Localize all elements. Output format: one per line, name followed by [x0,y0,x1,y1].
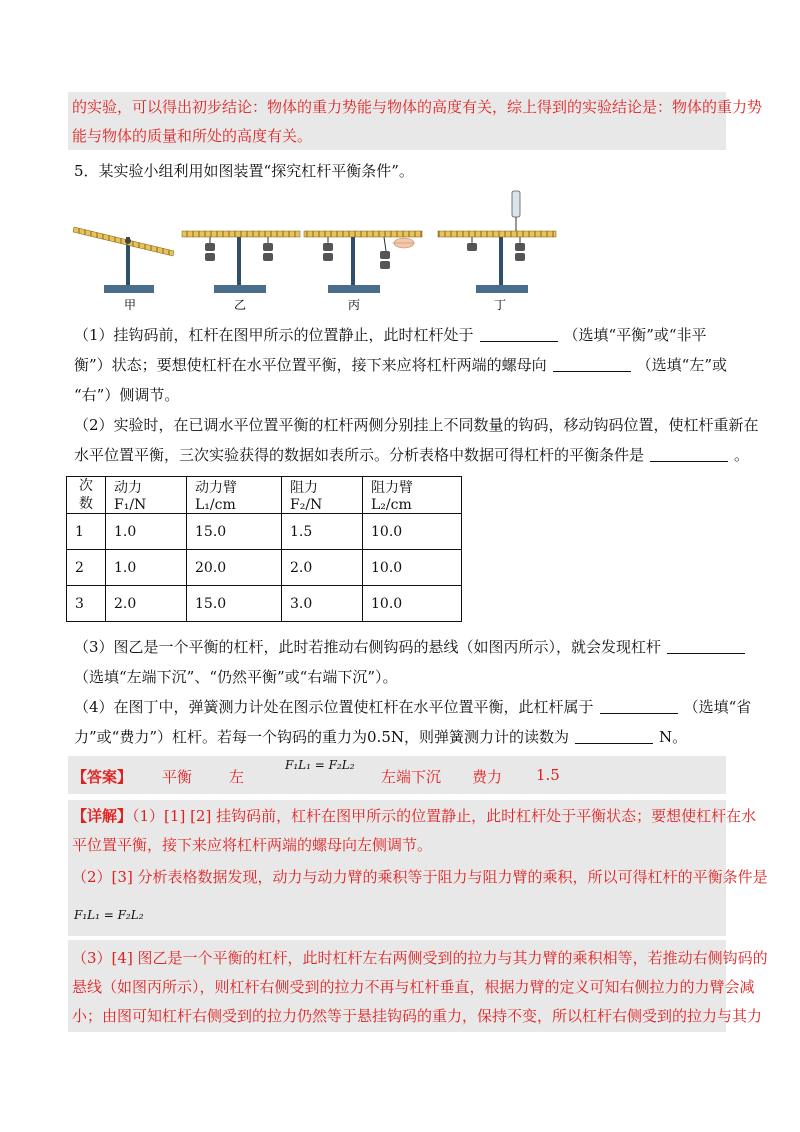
answer-value-5: 费力 [472,768,503,786]
header-count [67,477,106,514]
answer-value-2: 左 [229,768,245,786]
part-1-text-a: （1）挂钩码前，杠杆在图甲所示的位置静止，此时杠杆处于 [74,326,474,344]
experiment-data-table [66,476,462,622]
detail-line-1 [72,801,756,831]
header-count-2: 数 [79,496,93,512]
header-f2: 阻力 F₂/N [282,477,363,514]
top-block-line-2: 能与物体的质量和所处的高度有关。 [72,127,313,145]
figure-ding [438,191,556,293]
figure-label-bing: 丙 [348,298,361,312]
table-cell: 10.0 [363,514,462,550]
answer-label: 【答案】 [72,768,133,786]
question-part-2-line-1: （2）实验时，在已调水平位置平衡的杠杆两侧分别挂上不同数量的钩码，移动钩码位置，使杠杆重新在 [74,416,759,434]
answer-blank-1 [480,326,558,342]
detail-line-2: 平位置平衡，接下来应将杠杆两端的螺母向左侧调节。 [72,836,433,854]
answer-blank-5 [600,698,678,714]
table-cell: 3 [67,586,106,622]
lever-experiment-figure [70,185,570,315]
figure-label-ding: 丁 [494,298,507,312]
detail-formula: F₁L₁ = F₂L₂ [74,908,144,922]
answer-blank-2 [553,356,631,372]
table-cell: 3.0 [282,586,363,622]
question-part-1-line-2 [74,350,727,380]
table-row [67,514,462,550]
figure-label-yi: 乙 [234,298,247,312]
detail-line-7: 小；由图可知杠杆右侧受到的拉力仍然等于悬挂钩码的重力，保持不变，所以杠杆右侧受到的拉力与其力 [72,1007,763,1025]
detail-line-3: （2）[3] 分析表格数据发现，动力与动力臂的乘积等于阻力与阻力臂的乘积，所以可得杠杆的平衡条件是 [72,868,768,886]
answer-blank-6 [575,728,653,744]
answer-blank-3 [650,446,728,462]
table-cell: 1.5 [282,514,363,550]
question-part-4-line-2 [74,722,687,752]
table-row [67,550,462,586]
table-header-row [67,477,462,514]
figure-jia [73,227,174,293]
figure-yi [182,231,300,293]
part-3-text-a: （3）图乙是一个平衡的杠杆，此时若推动右侧钩码的悬线（如图丙所示），就会发现杠杆 [74,638,662,656]
question-part-3-line-1 [74,632,751,662]
question-part-4-line-1 [74,692,751,722]
answer-value-1: 平衡 [162,768,193,786]
detail-label: 【详解】 [72,807,133,825]
part-4-text-a: （4）在图丁中，弹簧测力计处在图示位置使杠杆在水平位置平衡，此杠杆属于 [74,698,594,716]
part-2-text-b: 水平位置平衡，三次实验获得的数据如表所示。分析表格中数据可得杠杆的平衡条件是 [74,446,645,464]
part-1-text-d: （选填“左”或 [636,356,728,374]
answer-value-4: 左端下沉 [381,768,442,786]
table-cell: 1.0 [106,550,187,586]
part-2-text-c: 。 [734,446,750,464]
top-block-line-1: 的实验，可以得出初步结论：物体的重力势能与物体的高度有关，综上得到的实验结论是：物体的重力势 [72,98,763,116]
figure-bing [304,231,422,293]
question-part-2-line-2 [74,440,749,470]
detail-line-1-text: （1）[1] [2] 挂钩码前，杠杆在图甲所示的位置静止，此时杠杆处于平衡状态；要想使杠杆在水 [132,807,757,825]
table-cell: 2 [67,550,106,586]
part-4-text-d: N。 [659,728,688,746]
table-cell: 1.0 [106,514,187,550]
part-4-text-c: 力”或“费力”）杠杆。若每一个钩码的重力为0.5N，则弹簧测力计的读数为 [74,728,569,746]
table-cell: 15.0 [187,514,282,550]
table-cell: 1 [67,514,106,550]
header-l1: 动力臂 L₁/cm [187,477,282,514]
part-1-text-c: 衡”）状态；要想使杠杆在水平位置平衡，接下来应将杠杆两端的螺母向 [74,356,547,374]
header-l2: 阻力臂 L₂/cm [363,477,462,514]
answer-blank-4 [667,638,745,654]
table-cell: 2.0 [106,586,187,622]
detail-line-6: 悬线（如图丙所示），则杠杆右侧受到的拉力不再与杠杆垂直，根据力臂的定义可知右侧拉力的力臂会减 [72,978,755,996]
table-row [67,586,462,622]
table-cell: 10.0 [363,550,462,586]
answer-value-6: 1.5 [536,766,560,784]
table-cell: 20.0 [187,550,282,586]
question-part-3-line-2: （选填“左端下沉”、“仍然平衡”或“右端下沉”）。 [74,668,398,686]
answer-value-3: F₁L₁ = F₂L₂ [285,758,355,772]
detail-line-5: （3）[4] 图乙是一个平衡的杠杆，此时杠杆左右两侧受到的拉力与其力臂的乘积相等，若推动右侧钩码的 [72,949,768,967]
table-cell: 15.0 [187,586,282,622]
table-cell: 10.0 [363,586,462,622]
header-count-1: 次 [79,478,93,494]
part-4-text-b: （选填“省 [683,698,752,716]
question-part-1-line-3: “右”）侧调节。 [74,386,180,404]
part-1-text-b: （选填“平衡”或“非平 [563,326,707,344]
question-part-1-line-1 [74,320,707,350]
question-title: 5．某实验小组利用如图装置“探究杠杆平衡条件”。 [74,162,414,180]
header-f1: 动力 F₁/N [106,477,187,514]
table-cell: 2.0 [282,550,363,586]
figure-label-jia: 甲 [124,298,137,312]
